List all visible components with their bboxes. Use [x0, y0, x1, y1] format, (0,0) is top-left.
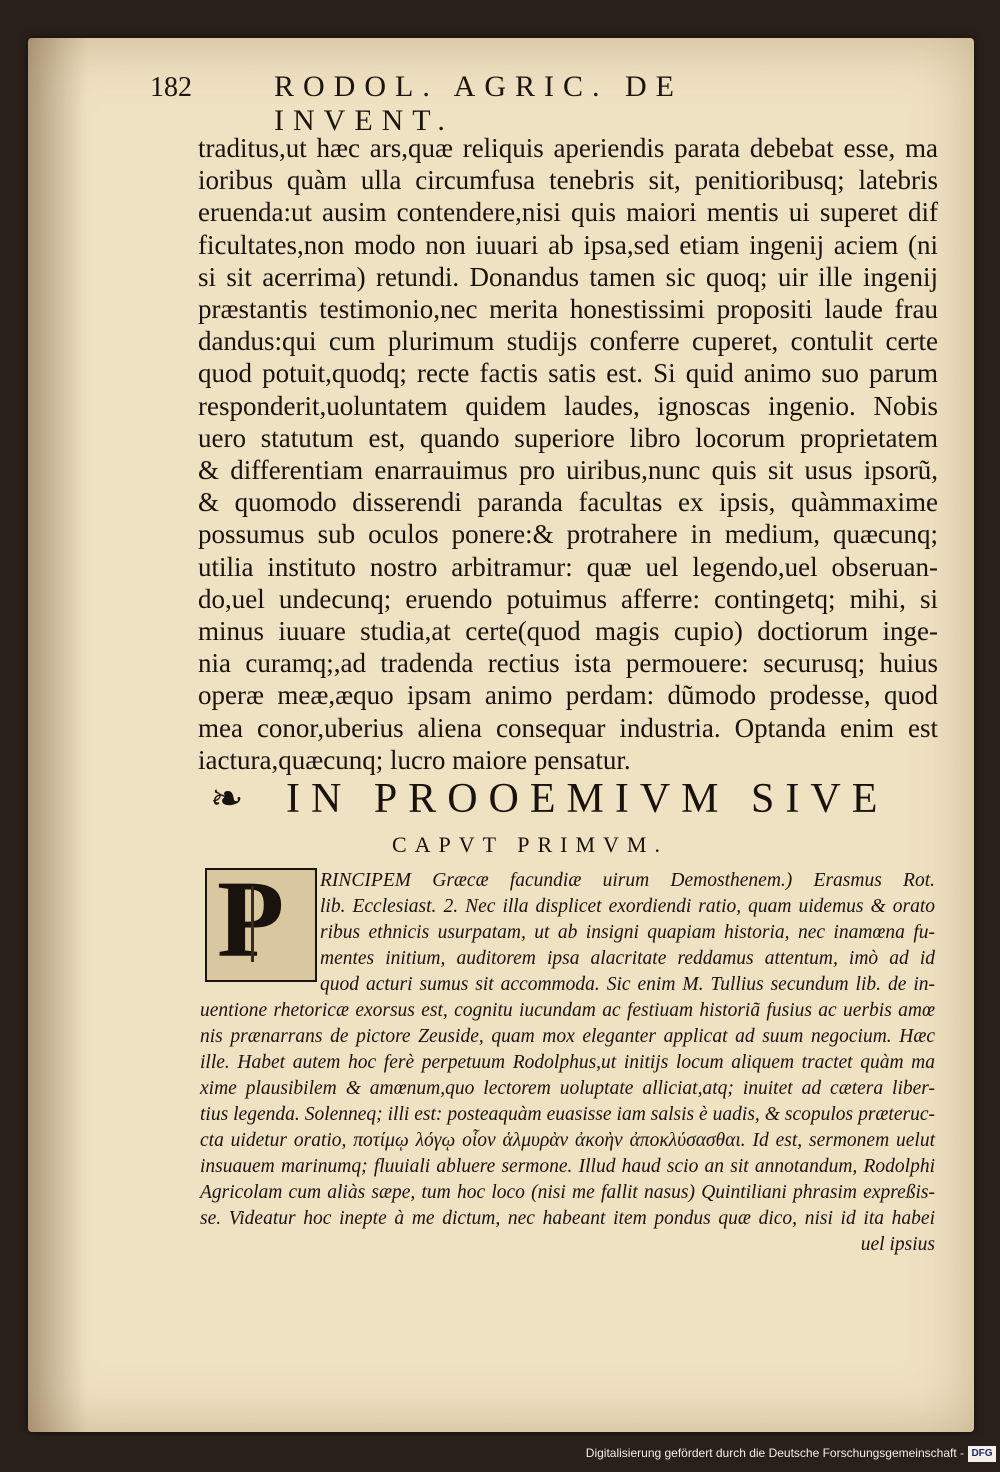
dfg-logo: DFG: [968, 1446, 996, 1462]
text-line: possumus sub oculos ponere:& protrahere in medium, quæcunq;: [198, 519, 938, 550]
text-line-last: iactura,quæcunq; lucro maiore pensatur.: [198, 744, 631, 775]
section-title: IN PROOEMIVM SIVE: [286, 776, 889, 822]
commentary-line: RINCIPEM Græcæ facundiæ uirum Demosthenem.) Erasmus Rot.: [320, 870, 935, 891]
text-line: præstantis testimonio,nec merita honestissimi propositi laude frau: [198, 294, 938, 325]
text-line: minus iuuare studia,at certe(quod magis cupio) doctiorum inge-: [198, 616, 938, 647]
commentary-line: ille. Habet autem hoc ferè perpetuum Rodolphus,ut initijs locum aliquem tractet quàm ma: [200, 1052, 935, 1073]
commentary-line: quod acturi sumus sit accommoda. Sic enim M. Tullius secundum lib. de in-: [320, 974, 935, 995]
text-line: & differentiam enarrauimus pro uiribus,nunc quis sit usus ipsorũ,: [198, 455, 938, 486]
fleuron-icon: ❧: [210, 776, 244, 821]
footer-bar: [0, 1436, 1000, 1472]
commentary-line: uentione rhetoricæ exorsus est, cognitu iucundam ac festiuam historiã fusius ac uerbis amœ: [200, 1000, 935, 1021]
commentary-line: insuauem marinumq; fluuiali abluere sermone. Illud haud scio an sit annotandum, Rodolphi: [200, 1156, 935, 1177]
commentary-line: tius legenda. Solenneq; illi est: posteaquàm euasisse iam salsis è uadis, & scopulos præteruc-: [200, 1104, 935, 1125]
text-line: uero statutum est, quando superiore libro locorum proprietatem: [198, 422, 938, 453]
page-number: 182: [150, 72, 192, 103]
foliage-ornament-icon: [251, 886, 276, 962]
text-line: responderit,uoluntatem quidem laudes, ignoscas ingenio. Nobis: [198, 390, 938, 421]
main-text-block: [198, 132, 938, 776]
initial-letter: P: [217, 868, 285, 980]
commentary-line: ribus ethnicis usurpatam, ut ab insigni quapiam historia, nec inamœna fu-: [320, 922, 935, 943]
text-line: utilia instituto nostro arbitramur: quæ uel legendo,uel obseruan-: [198, 551, 938, 582]
decorated-initial: [205, 868, 317, 982]
commentary-line: mentes initium, auditorem ipsa alacritate reddamus attentum, imò ad id: [320, 948, 935, 969]
text-line: si sit acerrima) retundi. Donandus tamen sic quoq; uir ille ingenij: [198, 261, 938, 292]
text-line: traditus,ut hæc ars,quæ reliquis aperiendis parata debebat esse, ma: [198, 133, 938, 163]
commentary-line: Agricolam cum aliàs sæpe, tum hoc loco (nisi me fallit nasus) Quintiliani phrasim expreßis-: [200, 1182, 935, 1203]
commentary-line: se. Videatur hoc inepte à me dictum, nec habeant item pondus quæ dico, nisi id ita habei: [200, 1208, 935, 1229]
commentary-line: cta uidetur oratio, ποτίμῳ λόγῳ οἷον ἁλμυρὰν ἀκοὴν ἀποκλύσασθαι. Id est, sermonem uelut: [200, 1130, 935, 1151]
section-heading: [210, 775, 920, 825]
commentary-line: xime plausibilem & amœnum,quo lectorem uoluptate alliciat,atq; inuitet ad cætera liber-: [200, 1078, 935, 1099]
catchword: uel ipsius: [860, 1234, 935, 1255]
commentary-line: nis prænarrans de pictore Zeuside, quam mox eleganter applicat ad suum negocium. Hæc: [200, 1026, 935, 1047]
text-line: ficultates,non modo non iuuari ab ipsa,sed etiam ingenij aciem (ni: [198, 229, 938, 260]
running-head: [150, 66, 870, 137]
text-line: do,uel undecunq; eruendo potuimus afferre: contingetq; mihi, si: [198, 583, 938, 614]
text-line: quod potuit,quodq; recte factis satis est. Si quid animo suo parum: [198, 358, 938, 389]
text-line: dandus:qui cum plurimum studijs conferre cuperet, contulit certe: [198, 326, 938, 357]
funding-credit: Digitalisierung gefördert durch die Deutsche Forschungsgemeinschaft -: [585, 1446, 964, 1460]
text-line: mea conor,uberius aliena consequar industria. Optanda enim est: [198, 712, 938, 743]
running-title: RODOL. AGRIC. DE INVENT.: [274, 70, 684, 137]
text-line: & quomodo disserendi paranda facultas ex ipsis, quàmmaxime: [198, 487, 938, 518]
text-line: operæ meæ,æquo ipsam animo perdam: dũmodo prodesse, quod: [198, 680, 938, 711]
commentary-line: lib. Ecclesiast. 2. Nec illa displicet exordiendi ratio, quam uidemus & orato: [320, 896, 935, 917]
text-line: ioribus quàm ulla circumfusa tenebris sit, penitioribusq; latebris: [198, 165, 938, 196]
section-subtitle: CAPVT PRIMVM.: [392, 832, 668, 857]
text-line: nia curamq;,ad tradenda rectius ista permouere: securusq; huius: [198, 648, 938, 679]
text-line: eruenda:ut ausim contendere,nisi quis maiori mentis ui superet dif: [198, 197, 938, 228]
